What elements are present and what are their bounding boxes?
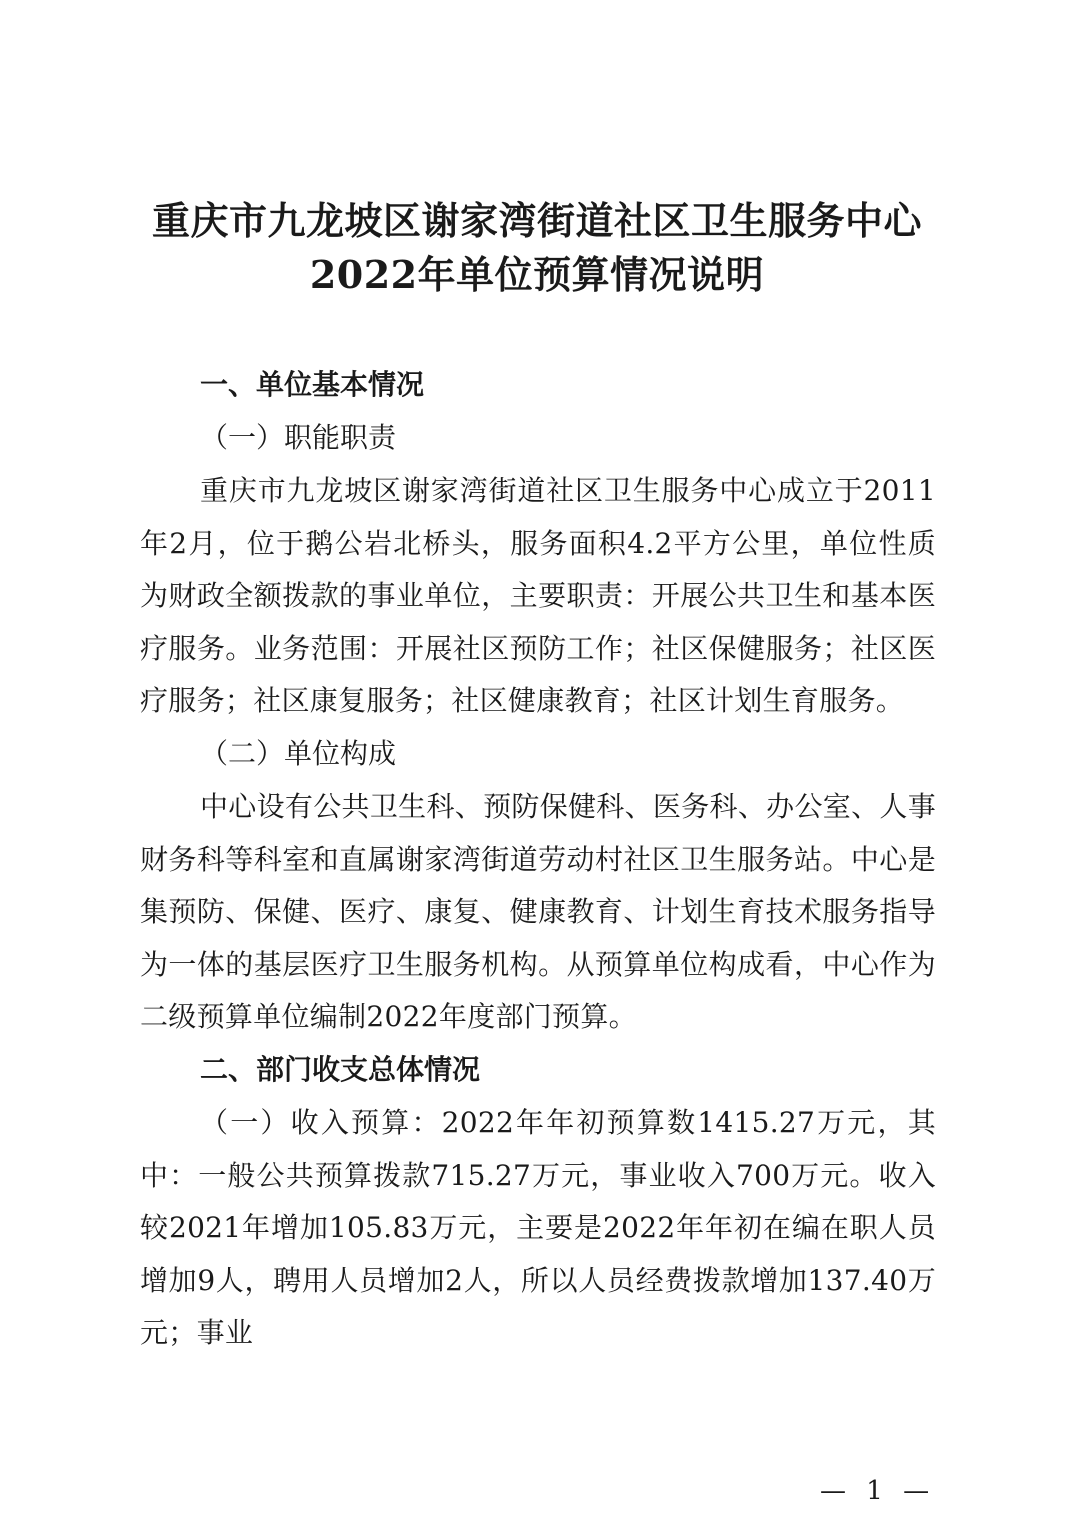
section1-sub2-paragraph: 中心设有公共卫生科、预防保健科、医务科、办公室、人事财务科等科室和直属谢家湾街道劳动村社区卫生服务站。中心是集预防、保健、医疗、康复、健康教育、计划生育技术服务指导为一体的基层医疗卫生服务机构。从预算单位构成看，中心作为二级预算单位编制2022年度部门预算。 xyxy=(140,790,936,1033)
section1-heading: 一、单位基本情况 xyxy=(200,368,425,401)
section1-sub1-paragraph: 重庆市九龙坡区谢家湾街道社区卫生服务中心成立于2011年2月，位于鹅公岩北桥头，服务面积4.2平方公里，单位性质为财政全额拨款的事业单位，主要职责：开展公共卫生和基本医疗服务。业务范围：开展社区预防工作；社区保健服务；社区医疗服务；社区康复服务；社区健康教育；社区计划生育服务。 xyxy=(140,474,936,717)
section2-paragraph: （一）收入预算：2022年年初预算数1415.27万元，其中：一般公共预算拨款715.27万元，事业收入700万元。收入较2021年增加105.83万元，主要是2022年年初在编在职人员增加9人，聘用人员增加2人，所以人员经费拨款增加137.40万元；事业 xyxy=(140,1106,936,1349)
document-title-line2: 2022年单位预算情况说明 xyxy=(309,252,765,297)
section1-sub1-heading: （一）职能职责 xyxy=(200,421,397,454)
document-title-line1: 重庆市九龙坡区谢家湾街道社区卫生服务中心 xyxy=(151,198,922,243)
page-number: — 1 — xyxy=(820,1476,936,1506)
section1-sub2-heading: （二）单位构成 xyxy=(200,737,397,770)
section2-heading: 二、部门收支总体情况 xyxy=(200,1053,481,1086)
